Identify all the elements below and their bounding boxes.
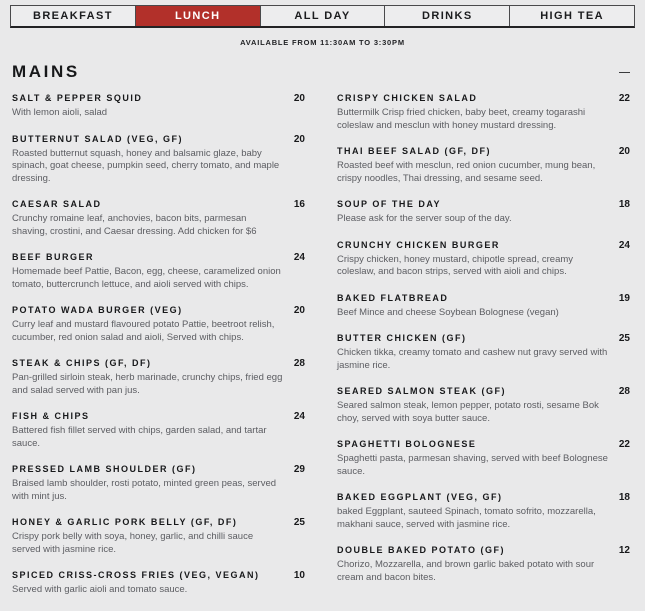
menu-item-description: Crispy chicken, honey mustard, chipotle spread, creamy coleslaw, and bacon strips, served with aioli and chips. <box>337 253 574 277</box>
menu-item-header <box>337 199 630 210</box>
menu-item-name: HONEY & GARLIC PORK BELLY (GF, DF) <box>12 517 238 527</box>
section-title: MAINS <box>12 62 80 81</box>
menu-category-tabs <box>10 5 635 28</box>
menu-item <box>12 464 305 503</box>
menu-item-description: Crispy pork belly with soya, honey, garlic, and chilli sauce served with jasmine rice. <box>12 531 254 555</box>
menu-item-price: 12 <box>618 545 630 556</box>
menu-item-description: Homemade beef Pattie, Bacon, egg, cheese, caramelized onion tomato, buttercrunch lettuce, and aioli served with chips. <box>12 266 281 290</box>
menu-item-price: 24 <box>293 411 305 422</box>
menu-item-name: STEAK & CHIPS (GF, DF) <box>12 358 152 368</box>
menu-item-price: 25 <box>618 333 630 344</box>
menu-item-name: POTATO WADA BURGER (VEG) <box>12 305 183 315</box>
menu-item-price: 29 <box>293 464 305 475</box>
menu-item-header <box>337 240 630 251</box>
menu-item-description: With lemon aioli, salad <box>12 107 108 118</box>
menu-item-header <box>12 134 305 145</box>
menu-column-right <box>337 93 630 611</box>
menu-item <box>337 293 630 320</box>
menu-item-description: Please ask for the server soup of the day. <box>337 213 512 224</box>
menu-item <box>337 386 630 425</box>
menu-item-name: SPICED CRISS-CROSS FRIES (VEG, VEGAN) <box>12 570 260 580</box>
menu-item-price: 16 <box>293 199 305 210</box>
menu-item-name: FISH & CHIPS <box>12 411 90 421</box>
menu-item <box>12 411 305 450</box>
menu-item-price: 22 <box>618 439 630 450</box>
menu-item-name: DOUBLE BAKED POTATO (GF) <box>337 545 505 555</box>
menu-item-price: 20 <box>293 305 305 316</box>
menu-item-header <box>12 464 305 475</box>
menu-item <box>12 252 305 291</box>
menu-item <box>337 545 630 584</box>
menu-item-header <box>12 570 305 581</box>
menu-item-name: BAKED FLATBREAD <box>337 292 449 303</box>
minus-icon <box>619 72 630 73</box>
menu-item <box>337 240 630 279</box>
menu-item-description: Served with garlic aioli and tomato sauce. <box>12 584 188 595</box>
menu-item-header <box>337 93 630 104</box>
menu-item <box>12 93 305 120</box>
menu-column-left <box>12 93 305 611</box>
menu-item-name: PRESSED LAMB SHOULDER (GF) <box>12 464 197 474</box>
availability-note: AVAILABLE FROM 11:30AM TO 3:30PM <box>240 38 405 47</box>
menu-item <box>12 358 305 397</box>
menu-item-description: Chicken tikka, creamy tomato and cashew nut gravy served with jasmine rice. <box>337 347 608 371</box>
menu-item-price: 28 <box>293 358 305 369</box>
tab-lunch[interactable]: LUNCH <box>135 6 260 26</box>
menu-item <box>337 333 630 372</box>
menu-item-description: Beef Mince and cheese Soybean Bolognese (vegan) <box>337 306 559 318</box>
menu-item-name: THAI BEEF SALAD (GF, DF) <box>337 146 491 156</box>
menu-item-description: Pan-grilled sirloin steak, herb marinade, crunchy chips, fried egg and salad served with pan jus. <box>12 372 283 396</box>
menu-item-price: 28 <box>618 386 630 397</box>
menu-item-header <box>337 439 630 450</box>
menu-columns <box>12 93 630 611</box>
menu-item-price: 24 <box>293 252 305 263</box>
menu-item-name: CAESAR SALAD <box>12 199 102 209</box>
menu-item <box>337 93 630 132</box>
menu-item-name: CRISPY CHICKEN SALAD <box>337 93 478 103</box>
menu-item-price: 19 <box>618 292 630 304</box>
tab-drinks[interactable]: DRINKS <box>384 6 509 26</box>
menu-item-price: 22 <box>618 93 630 104</box>
menu-item-price: 10 <box>293 570 305 581</box>
menu-item <box>337 492 630 531</box>
menu-item-description: Curry leaf and mustard flavoured potato Pattie, beetroot relish, cucumber, red onion salad and aioli, Served with chips. <box>12 319 275 343</box>
menu-item-header <box>337 333 630 344</box>
menu-item <box>337 146 630 185</box>
menu-item-description: Roasted butternut squash, honey and balsamic glaze, baby spinach, goat cheese, pumpkin seed, cherry tomato, and maple dressing. <box>12 147 280 184</box>
menu-item-description: Crunchy romaine leaf, anchovies, bacon bits, parmesan shaving, crostini, and Caesar dressing. Add chicken for $6 <box>12 213 257 237</box>
menu-item <box>12 305 305 344</box>
menu-item-header <box>12 252 305 263</box>
menu-item-name: SPAGHETTI BOLOGNESE <box>337 439 477 449</box>
menu-item-description: baked Eggplant, sauteed Spinach, tomato sofrito, mozzarella, makhani sauce, served with jasmine rice. <box>337 506 596 530</box>
menu-item-description: Seared salmon steak, lemon pepper, potato rosti, sesame Bok choy, served with soya butter sauce. <box>337 400 599 424</box>
menu-item-description: Roasted beef with mesclun, red onion cucumber, mung bean, crispy noodles, Thai dressing, and sesame seed. <box>337 160 596 184</box>
menu-item-name: CRUNCHY CHICKEN BURGER <box>337 239 500 250</box>
menu-item-price: 20 <box>293 93 305 104</box>
menu-item <box>12 570 305 597</box>
tab-high-tea[interactable]: HIGH TEA <box>509 6 634 26</box>
menu-item <box>12 199 305 238</box>
menu-item-header <box>337 545 630 556</box>
menu-item-header <box>12 93 305 104</box>
menu-item <box>12 134 305 186</box>
menu-item-name: BAKED EGGPLANT (VEG, GF) <box>337 492 503 502</box>
menu-item-price: 18 <box>618 199 630 210</box>
menu-item-description: Spaghetti pasta, parmesan shaving, served with beef Bolognese sauce. <box>337 453 608 477</box>
menu-item <box>337 439 630 478</box>
menu-item-header <box>12 411 305 422</box>
menu-item-header <box>12 199 305 210</box>
menu-item-name: SALT & PEPPER SQUID <box>12 93 143 103</box>
menu-item-price: 20 <box>618 146 630 157</box>
tab-breakfast[interactable]: BREAKFAST <box>11 6 135 26</box>
tab-all-day[interactable]: ALL DAY <box>260 6 385 26</box>
menu-item-description: Braised lamb shoulder, rosti potato, minted green peas, served with mint jus. <box>12 478 277 502</box>
menu-item-description: Buttermilk Crisp fried chicken, baby beet, creamy togarashi coleslaw and mesclun with honey mustard dressing. <box>337 107 586 131</box>
menu-item-header <box>12 305 305 316</box>
menu-item-price: 24 <box>618 239 630 251</box>
menu-item-header <box>12 517 305 528</box>
menu-item-header <box>337 386 630 397</box>
menu-item-header <box>337 492 630 503</box>
menu-item-name: SOUP OF THE DAY <box>337 199 442 209</box>
menu-item-description: Chorizo, Mozzarella, and brown garlic baked potato with sour cream and bacon bites. <box>337 559 595 583</box>
menu-item <box>337 199 630 226</box>
menu-item-name: BUTTER CHICKEN (GF) <box>337 333 467 343</box>
menu-item-price: 25 <box>293 517 305 528</box>
mains-section-header <box>12 62 631 82</box>
menu-item-name: SEARED SALMON STEAK (GF) <box>337 386 507 396</box>
menu-item-header <box>337 146 630 157</box>
menu-item-name: BEEF BURGER <box>12 252 95 262</box>
collapse-section-button[interactable] <box>617 65 631 79</box>
menu-item-description: Battered fish fillet served with chips, garden salad, and tartar sauce. <box>12 425 267 449</box>
menu-item-price: 20 <box>293 133 305 145</box>
menu-item-price: 18 <box>618 492 630 503</box>
menu-item <box>12 517 305 556</box>
menu-item-header <box>337 293 630 304</box>
menu-item-header <box>12 358 305 369</box>
menu-item-name: BUTTERNUT SALAD (VEG, GF) <box>12 133 183 144</box>
